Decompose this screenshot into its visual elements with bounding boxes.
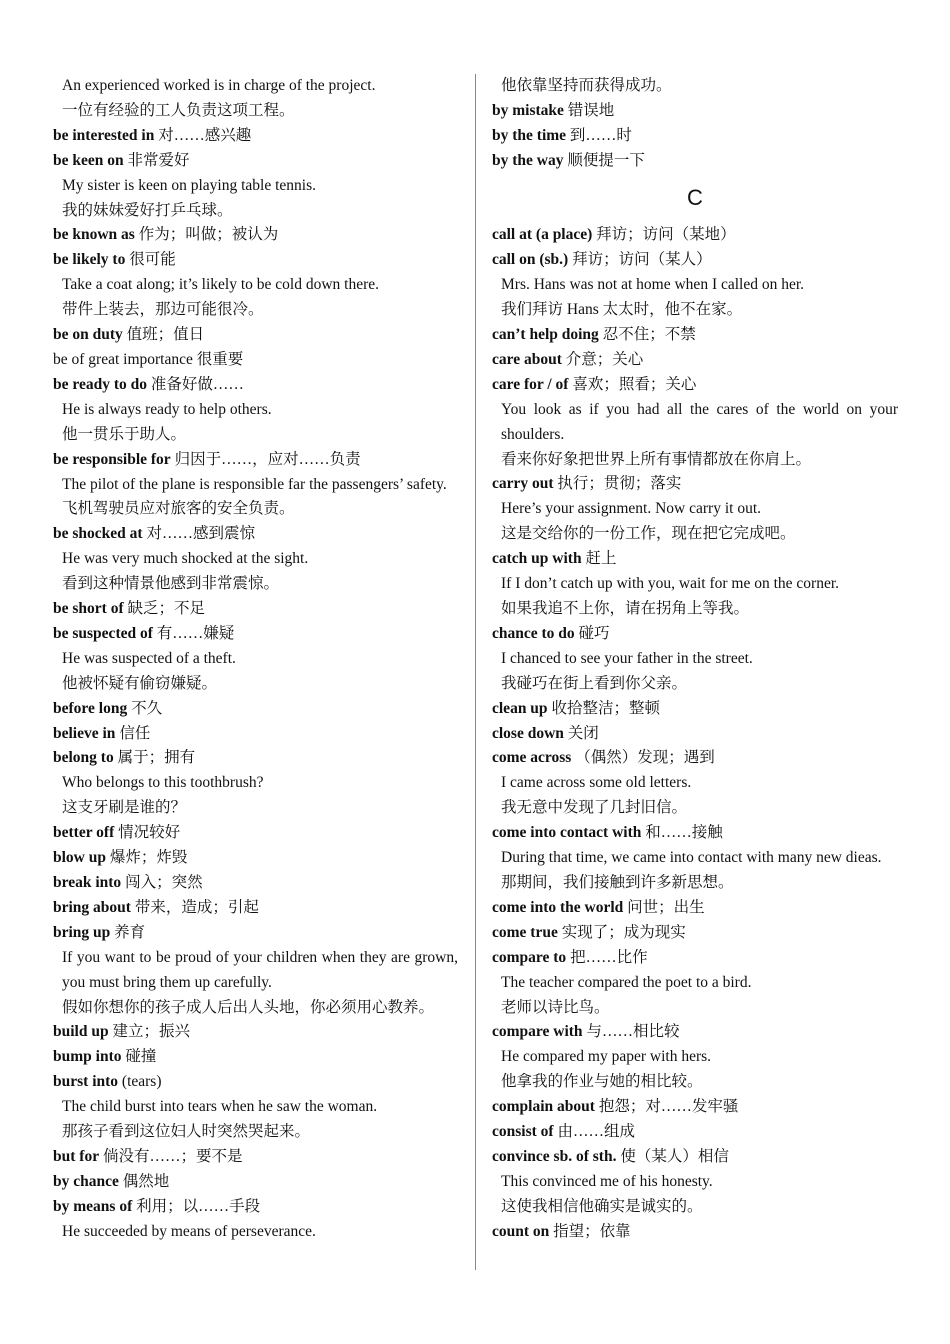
example-sentence: 老师以诗比鸟。	[501, 998, 610, 1016]
right-column	[492, 74, 898, 1245]
example-sentence: 飞机驾驶员应对旅客的安全负责。	[62, 500, 295, 518]
entry-line	[53, 622, 458, 647]
example-sentence: 那孩子看到这位妇人时突然哭起来。	[62, 1123, 311, 1141]
entry-definition: 实现了；成为现实	[561, 923, 686, 941]
entry-line	[492, 1120, 898, 1145]
entry-definition: 缺乏；不足	[127, 600, 205, 618]
entry-term: by the time	[492, 126, 567, 144]
entry-line	[53, 323, 458, 348]
example-sentence: An experienced worked is in charge of the project.	[62, 77, 376, 94]
entry-definition: (tears)	[121, 1073, 162, 1091]
entry-line	[53, 149, 458, 174]
entry-term: be short of	[53, 600, 124, 618]
entry-definition: 非常爱好	[127, 151, 190, 169]
entry-line	[53, 1195, 458, 1220]
entry-term: be shocked at	[53, 525, 143, 543]
entry-term: burst into	[53, 1073, 119, 1091]
entry-definition: 对……感兴趣	[158, 126, 252, 144]
example-sentence: The child burst into tears when he saw the woman.	[62, 1098, 378, 1116]
entry-definition: 收拾整洁；整顿	[551, 699, 660, 717]
entry-line	[53, 448, 458, 473]
entry-term: be of great importance	[53, 350, 193, 368]
entry-line	[53, 846, 458, 871]
entry-definition: 赶上	[585, 550, 617, 568]
entry-line	[53, 522, 458, 547]
entry-definition: 带来，造成；引起	[134, 898, 259, 916]
entry-definition: 到……时	[569, 126, 632, 144]
entry-line	[53, 896, 458, 921]
entry-line	[492, 921, 898, 946]
entry-line	[53, 348, 458, 373]
entry-line	[53, 871, 458, 896]
entry-term: build up	[53, 1023, 109, 1041]
example-sentence: 他拿我的作业与她的相比较。	[501, 1073, 703, 1091]
example-sentence: 假如你想你的孩子成人后出人头地，你必须用心教养。	[62, 998, 435, 1016]
example-sentence: If I don’t catch up with you, wait for me on the corner.	[501, 575, 840, 593]
entry-term: believe in	[53, 724, 116, 742]
entry-line	[53, 1070, 458, 1095]
entry-term: before long	[53, 699, 128, 717]
entry-line	[492, 547, 898, 572]
example-sentence: My sister is keen on playing table tennis.	[62, 176, 316, 194]
entry-line	[492, 223, 898, 248]
entry-line	[492, 896, 898, 921]
column-divider	[475, 74, 476, 1270]
entry-definition: 抱怨；对……发牢骚	[598, 1098, 739, 1116]
entry-line	[53, 373, 458, 398]
entry-term: be keen on	[53, 151, 124, 169]
entry-term: complain about	[492, 1098, 595, 1116]
entry-definition: 利用；以……手段	[136, 1197, 261, 1215]
example-sentence: 如果我追不上你，请在拐角上等我。	[501, 600, 750, 618]
example-sentence: I chanced to see your father in the street.	[501, 649, 753, 667]
entry-definition: 归因于……，应对……负责	[174, 450, 361, 468]
entry-line	[53, 1045, 458, 1070]
example-sentence: 这使我相信他确实是诚实的。	[501, 1197, 703, 1215]
entry-definition: 闯入；突然	[125, 874, 203, 891]
entry-term: call at (a place)	[492, 226, 593, 244]
entry-line	[53, 1145, 458, 1170]
left-column	[53, 74, 458, 1245]
entry-term: close down	[492, 724, 564, 742]
entry-definition: 碰撞	[125, 1048, 157, 1066]
entry-line	[492, 149, 898, 174]
entry-definition: 不久	[131, 699, 163, 717]
entry-definition: 指望；依靠	[553, 1222, 631, 1240]
entry-definition: 喜欢；照看；关心	[572, 375, 697, 393]
entry-term: care about	[492, 350, 562, 368]
entry-term: belong to	[53, 749, 114, 767]
entry-term: bring up	[53, 923, 111, 941]
entry-term: break into	[53, 874, 122, 891]
entry-term: call on (sb.)	[492, 251, 569, 269]
entry-term: by mistake	[492, 101, 564, 119]
entry-term: care for / of	[492, 375, 569, 393]
entry-line	[492, 472, 898, 497]
entry-term: better off	[53, 824, 115, 842]
example-sentence: 我无意中发现了几封旧信。	[501, 799, 688, 817]
entry-line	[492, 323, 898, 348]
entry-term: by the way	[492, 151, 564, 169]
entry-definition: 与……相比较	[586, 1023, 680, 1041]
entry-line	[492, 821, 898, 846]
entry-definition: 作为；叫做；被认为	[138, 226, 279, 244]
example-sentence: 他一贯乐于助人。	[62, 425, 187, 443]
example-sentence: 这支牙刷是谁的？	[62, 799, 187, 817]
entry-line	[492, 746, 898, 771]
entry-line	[492, 946, 898, 971]
entry-term: be responsible for	[53, 450, 171, 468]
entry-line	[492, 248, 898, 273]
example-sentence: 看来你好象把世界上所有事情都放在你肩上。	[501, 450, 812, 468]
entry-definition: 介意；关心	[565, 350, 644, 368]
entry-line	[492, 697, 898, 722]
entry-term: count on	[492, 1222, 550, 1240]
entry-definition: 使（某人）相信	[620, 1147, 729, 1165]
entry-definition: 有……嫌疑	[156, 624, 235, 642]
entry-definition: 和……接触	[645, 824, 723, 842]
entry-line	[492, 1095, 898, 1120]
entry-term: be interested in	[53, 126, 155, 144]
example-sentence: The teacher compared the poet to a bird.	[501, 973, 752, 991]
section-heading: C	[687, 184, 703, 210]
entry-definition: 把……比作	[570, 948, 648, 966]
entry-definition: 爆炸；炸毁	[109, 849, 188, 867]
entry-line	[492, 99, 898, 124]
example-sentence: You look as if you had all the cares of the world on your shoulders.	[501, 400, 898, 443]
entry-definition: 执行；贯彻；落实	[557, 475, 682, 493]
example-sentence: 看到这种情景他感到非常震惊。	[62, 575, 280, 593]
entry-line	[53, 1020, 458, 1045]
example-sentence: 这是交给你的一份工作，现在把它完成吧。	[501, 525, 796, 543]
entry-term: come into the world	[492, 898, 624, 916]
entry-term: catch up with	[492, 550, 582, 568]
entry-line	[53, 921, 458, 946]
entry-definition: 很重要	[196, 350, 244, 368]
entry-line	[53, 722, 458, 747]
entry-line	[53, 1170, 458, 1195]
entry-line	[492, 373, 898, 398]
entry-line	[53, 124, 458, 149]
entry-term: come into contact with	[492, 824, 642, 842]
example-sentence: Who belongs to this toothbrush?	[62, 774, 264, 792]
example-sentence: 那期间，我们接触到许多新思想。	[501, 873, 734, 891]
example-sentence: 我们拜访 Hans 太太时，他不在家。	[501, 301, 743, 319]
entry-term: by means of	[53, 1197, 133, 1215]
entry-term: by chance	[53, 1172, 119, 1190]
entry-definition: 倘没有……；要不是	[102, 1147, 243, 1165]
entry-definition: （偶然）发现；遇到	[575, 749, 715, 767]
entry-line	[53, 597, 458, 622]
entry-line	[53, 821, 458, 846]
entry-term: compare with	[492, 1023, 583, 1041]
entry-definition: 对……感到震惊	[146, 525, 255, 543]
example-sentence: Here’s your assignment. Now carry it out.	[501, 500, 761, 518]
entry-term: chance to do	[492, 624, 575, 642]
example-sentence: If you want to be proud of your children when they are grown, you must bring them up carefully.	[62, 948, 458, 991]
example-sentence: The pilot of the plane is responsible far the passengers’ safety.	[62, 475, 447, 493]
entry-term: but for	[53, 1147, 100, 1165]
entry-line	[53, 697, 458, 722]
entry-definition: 问世；出生	[627, 898, 705, 916]
example-sentence: Take a coat along; it’s likely to be cold down there.	[62, 276, 380, 294]
example-sentence: 我的妹妹爱好打乒乓球。	[62, 201, 233, 219]
entry-line	[53, 248, 458, 273]
example-sentence: Mrs. Hans was not at home when I called on her.	[501, 276, 805, 294]
entry-term: come across	[492, 749, 572, 767]
entry-line	[492, 1145, 898, 1170]
entry-term: blow up	[53, 849, 106, 867]
entry-line	[492, 1020, 898, 1045]
entry-term: clean up	[492, 699, 548, 717]
example-sentence: This convinced me of his honesty.	[501, 1172, 713, 1190]
entry-term: convince sb. of sth.	[492, 1147, 617, 1165]
entry-line	[492, 124, 898, 149]
example-sentence: He compared my paper with hers.	[501, 1048, 712, 1066]
entry-definition: 情况较好	[118, 824, 181, 842]
example-sentence: He was suspected of a theft.	[62, 649, 236, 667]
example-sentence: 带件上装去，那边可能很冷。	[62, 301, 264, 319]
entry-line	[492, 622, 898, 647]
entry-definition: 很可能	[129, 251, 176, 269]
entry-definition: 偶然地	[122, 1172, 170, 1190]
entry-term: bump into	[53, 1048, 122, 1066]
entry-term: compare to	[492, 948, 567, 966]
entry-line	[53, 223, 458, 248]
entry-term: bring about	[53, 898, 131, 916]
entry-definition: 值班；值日	[126, 326, 205, 344]
example-sentence: 我碰巧在街上看到你父亲。	[501, 674, 688, 692]
entry-term: be suspected of	[53, 624, 153, 642]
entry-definition: 养育	[114, 923, 146, 941]
entry-definition: 属于；拥有	[117, 749, 196, 767]
entry-term: be likely to	[53, 251, 126, 269]
entry-definition: 拜访；访问（某地）	[596, 226, 736, 244]
entry-line	[492, 348, 898, 373]
example-sentence: 他被怀疑有偷窃嫌疑。	[62, 674, 218, 692]
entry-line	[492, 1220, 898, 1245]
entry-term: can’t help doing	[492, 326, 599, 344]
entry-term: be ready to do	[53, 375, 148, 393]
entry-definition: 准备好做……	[150, 375, 244, 393]
example-sentence: 他依靠坚持而获得成功。	[501, 77, 672, 94]
entry-line	[53, 746, 458, 771]
example-sentence: 一位有经验的工人负责这项工程。	[62, 101, 295, 119]
entry-definition: 信任	[119, 724, 151, 742]
entry-definition: 碰巧	[578, 624, 610, 642]
entry-term: consist of	[492, 1123, 554, 1141]
entry-definition: 错误地	[567, 101, 615, 119]
entry-term: be on duty	[53, 326, 123, 344]
example-sentence: During that time, we came into contact with many new dieas.	[501, 849, 882, 867]
entry-term: come true	[492, 923, 558, 941]
entry-definition: 顺便提一下	[567, 151, 645, 169]
entry-definition: 拜访；访问（某人）	[572, 251, 712, 269]
example-sentence: I came across some old letters.	[501, 774, 692, 792]
entry-line	[492, 722, 898, 747]
entry-term: carry out	[492, 475, 554, 493]
example-sentence: He is always ready to help others.	[62, 400, 272, 418]
example-sentence: He was very much shocked at the sight.	[62, 550, 309, 568]
entry-term: be known as	[53, 226, 135, 244]
entry-definition: 由……组成	[557, 1123, 635, 1141]
entry-definition: 关闭	[567, 724, 599, 742]
entry-definition: 建立；振兴	[112, 1023, 190, 1041]
entry-definition: 忍不住；不禁	[602, 326, 696, 344]
example-sentence: He succeeded by means of perseverance.	[62, 1222, 316, 1240]
